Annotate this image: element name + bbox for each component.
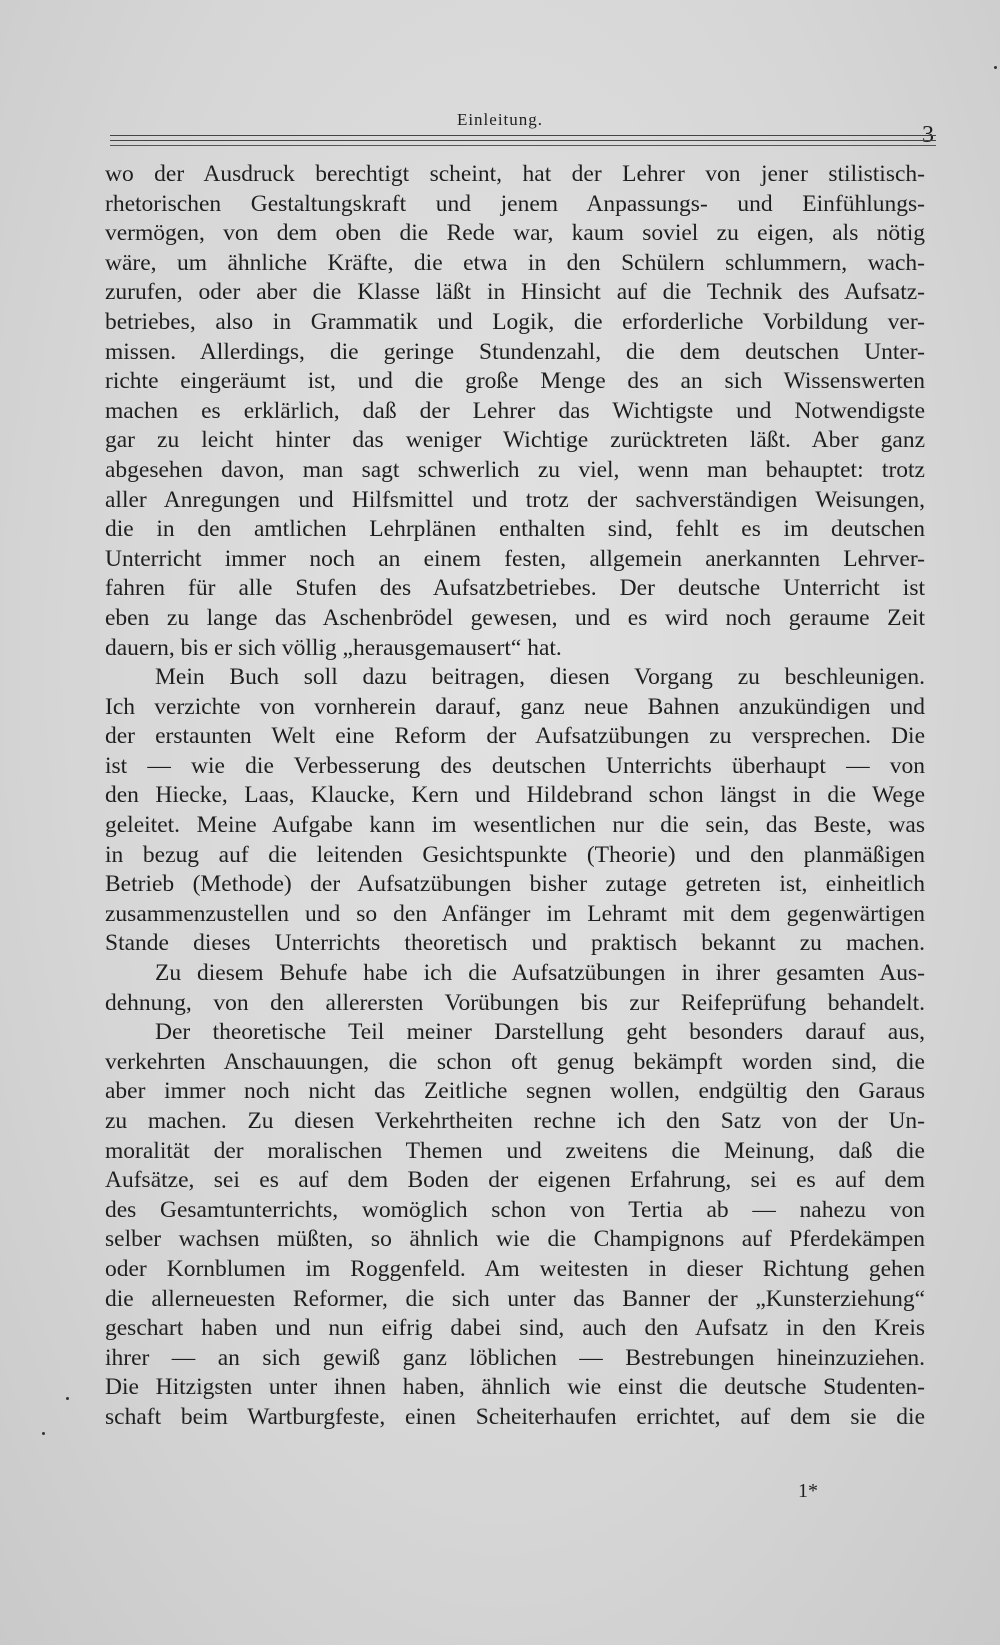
text-line: des Gesamtunterrichts, womöglich schon von Tertia ab — nahezu von (105, 1196, 925, 1223)
text-line: in bezug auf die leitenden Gesichtspunkte (Theorie) und den planmäßigen (105, 841, 925, 868)
header-rule (110, 145, 936, 146)
text-line: Zu diesem Behufe habe ich die Aufsatzübungen in ihrer gesamten Aus- (155, 960, 925, 987)
text-line: richte eingeräumt ist, und die große Menge des an sich Wissenswerten (105, 368, 925, 395)
header-rule (110, 140, 936, 141)
text-line: dauern, bis er sich völlig „herausgemausert“ hat. (105, 634, 562, 661)
text-line: geschart haben und nun eifrig dabei sind, auch den Aufsatz in den Kreis (105, 1315, 925, 1342)
text-line: selber wachsen müßten, so ähnlich wie die Champignons auf Pferdekämpen (105, 1226, 925, 1253)
text-line: zu machen. Zu diesen Verkehrtheiten rechne ich den Satz von der Un- (105, 1108, 925, 1134)
text-line: geleitet. Meine Aufgabe kann im wesentlichen nur die sein, das Beste, was (105, 812, 925, 839)
text-line: Die Hitzigsten unter ihnen haben, ähnlich wie einst die deutsche Studenten- (105, 1374, 925, 1401)
text-line: schaft beim Wartburgfeste, einen Scheiterhaufen errichtet, auf dem sie die (105, 1403, 925, 1430)
text-line: verkehrten Anschauungen, die schon oft genug bekämpft worden sind, die (105, 1048, 925, 1075)
text-line: Unterricht immer noch an einem festen, allgemein anerkannten Lehrver- (105, 545, 925, 572)
text-line: die allerneuesten Reformer, die sich unter das Banner der „Kunsterziehung“ (105, 1285, 925, 1312)
text-line: fahren für alle Stufen des Aufsatzbetriebes. Der deutsche Unterricht ist (105, 575, 925, 602)
speck (66, 1397, 69, 1400)
text-line: Aufsätze, sei es auf dem Boden der eigenen Erfahrung, sei es auf dem (105, 1167, 925, 1194)
text-line: zusammenzustellen und so den Anfänger im Lehramt mit dem gegenwärtigen (105, 900, 925, 927)
text-line: vermögen, von dem oben die Rede war, kaum soviel zu eigen, als nötig (105, 220, 925, 247)
speck (42, 1432, 45, 1435)
text-line: aller Anregungen und Hilfsmittel und trotz der sachverständigen Weisungen, (105, 486, 925, 513)
printer-signature-mark: 1* (798, 1480, 818, 1502)
text-line: abgesehen davon, man sagt schwerlich zu viel, wenn man behauptet: trotz (105, 456, 925, 483)
text-line: den Hiecke, Laas, Klaucke, Kern und Hildebrand schon längst in die Wege (105, 782, 925, 809)
text-line: ihrer — an sich gewiß ganz löblichen — Bestrebungen hineinzuziehen. (105, 1344, 925, 1371)
text-line: rhetorischen Gestaltungskraft und jenem Anpassungs- und Einfühlungs- (105, 190, 925, 217)
text-line: Ich verzichte von vornherein darauf, ganz neue Bahnen anzukündigen und (105, 693, 925, 720)
text-line: der erstaunten Welt eine Reform der Aufsatzübungen zu versprechen. Die (105, 723, 925, 750)
text-line: ist — wie die Verbesserung des deutschen Unterrichts überhaupt — von (105, 752, 925, 779)
text-line: machen es erklärlich, daß der Lehrer das Wichtigste und Notwendigste (105, 397, 925, 424)
text-line: dehnung, von den allerersten Vorübungen bis zur Reifeprüfung behandelt. (105, 989, 925, 1016)
text-line: Mein Buch soll dazu beitragen, diesen Vorgang zu beschleunigen. (155, 664, 925, 691)
text-line: Der theoretische Teil meiner Darstellung geht besonders darauf aus, (155, 1019, 925, 1046)
text-line: gar zu leicht hinter das weniger Wichtige zurücktreten läßt. Aber ganz (105, 427, 925, 454)
header-rule (110, 135, 936, 136)
text-line: oder Kornblumen im Roggenfeld. Am weitesten in dieser Richtung gehen (105, 1255, 925, 1282)
speck (994, 66, 997, 69)
text-line: die in den amtlichen Lehrplänen enthalten sind, fehlt es im deutschen (105, 516, 925, 543)
running-header-title: Einleitung. (456, 110, 544, 129)
text-line: moralität der moralischen Themen und zweitens die Meinung, daß die (105, 1137, 925, 1164)
text-line: betriebes, also in Grammatik und Logik, die erforderliche Vorbildung ver- (105, 308, 925, 335)
body-text (105, 160, 925, 1433)
page-number: 3 (922, 122, 934, 148)
text-line: zurufen, oder aber die Klasse läßt in Hinsicht auf die Technik des Aufsatz- (105, 279, 925, 306)
text-line: Stande dieses Unterrichts theoretisch und praktisch bekannt zu machen. (105, 930, 925, 957)
text-line: eben zu lange das Aschenbrödel gewesen, und es wird noch geraume Zeit (105, 604, 925, 631)
text-line: missen. Allerdings, die geringe Stundenzahl, die dem deutschen Unter- (105, 338, 925, 365)
text-line: wäre, um ähnliche Kräfte, die etwa in den Schülern schlummern, wach- (105, 249, 925, 276)
text-line: wo der Ausdruck berechtigt scheint, hat der Lehrer von jener stilistisch- (105, 161, 925, 187)
text-line: Betrieb (Methode) der Aufsatzübungen bisher zutage getreten ist, einheitlich (105, 871, 925, 898)
text-line: aber immer noch nicht das Zeitliche segnen wollen, endgültig den Garaus (105, 1078, 925, 1105)
